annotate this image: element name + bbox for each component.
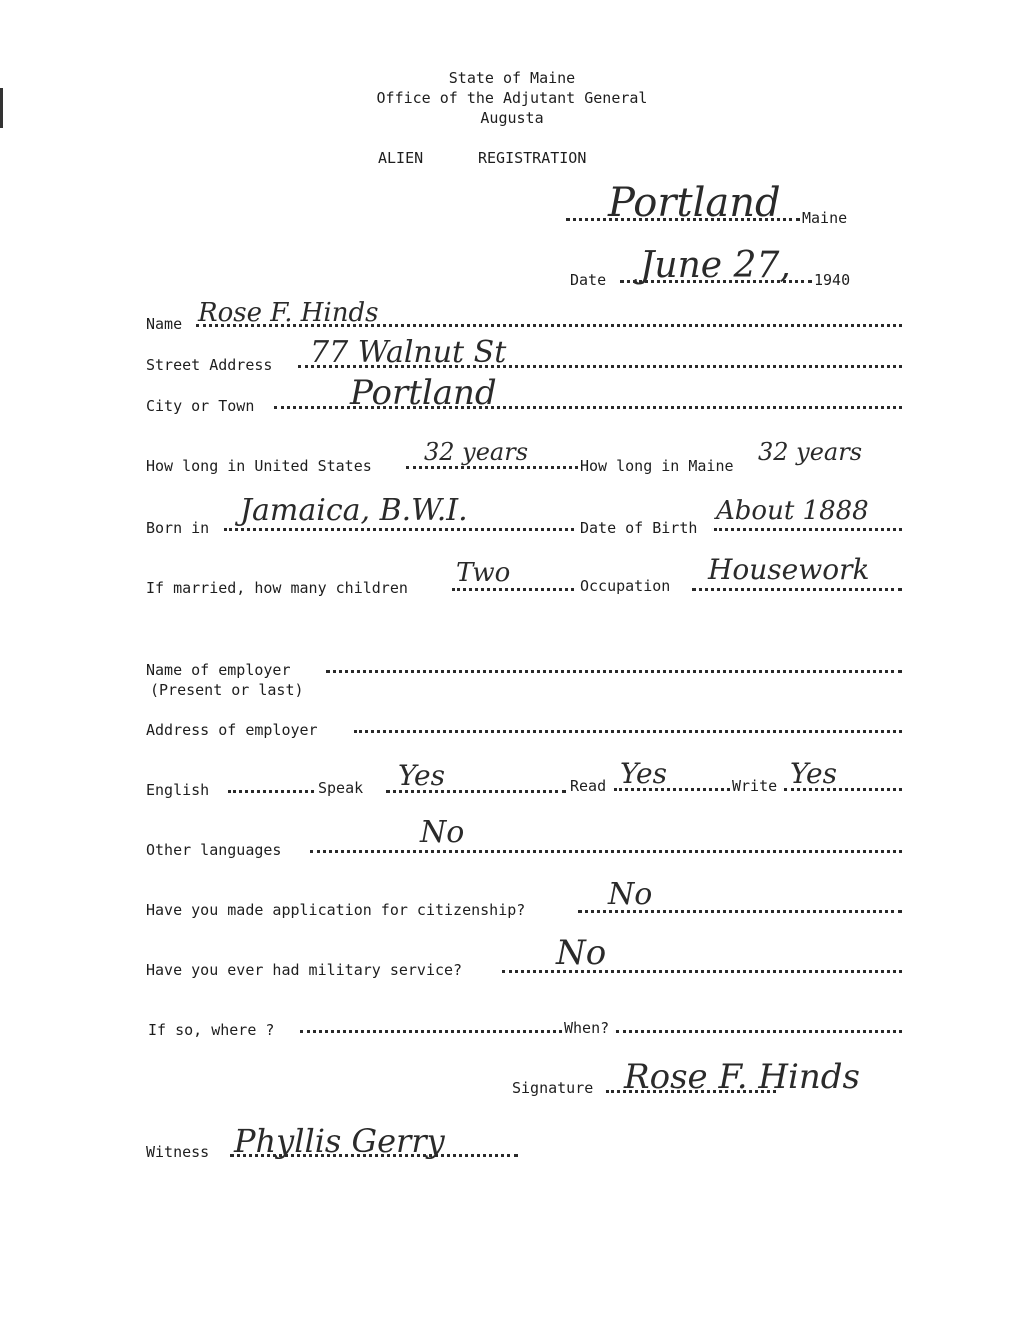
header-city: Augusta xyxy=(480,109,544,127)
signature-label: Signature xyxy=(512,1079,594,1097)
date-label: Date xyxy=(570,271,607,289)
employer-sublabel: (Present or last) xyxy=(150,681,304,699)
employer-label: Name of employer xyxy=(146,661,291,679)
military-handwritten: No xyxy=(556,933,607,973)
occupation-dots xyxy=(692,588,902,591)
where-label: If so, where ? xyxy=(148,1021,275,1039)
speak-label: Speak xyxy=(318,779,364,797)
dob-handwritten: About 1888 xyxy=(716,496,869,526)
occupation-handwritten: Housework xyxy=(708,553,870,586)
military-label: Have you ever had military service? xyxy=(146,961,463,979)
street-handwritten: 77 Walnut St xyxy=(310,335,507,370)
born-dots xyxy=(224,528,574,531)
form-title-registration: REGISTRATION xyxy=(478,149,587,167)
city-label: City or Town xyxy=(146,397,255,415)
when-label: When? xyxy=(564,1019,610,1037)
where-dots xyxy=(300,1030,562,1033)
us-years-label: How long in United States xyxy=(146,457,372,475)
signature-image xyxy=(620,1048,920,1098)
street-label: Street Address xyxy=(146,356,273,374)
other-languages-dots xyxy=(310,850,902,853)
employer-dots xyxy=(326,670,902,673)
children-dots xyxy=(452,588,574,591)
header-state: State of Maine xyxy=(448,69,576,87)
maine-years-handwritten: 32 years xyxy=(758,438,863,466)
dob-label: Date of Birth xyxy=(580,519,698,537)
citizenship-label: Have you made application for citizenship? xyxy=(146,901,526,919)
date-handwritten: June 27, xyxy=(640,245,791,286)
born-handwritten: Jamaica, B.W.I. xyxy=(240,493,468,528)
maine-years-label: How long in Maine xyxy=(580,457,734,475)
english-dots xyxy=(228,790,314,793)
read-label: Read xyxy=(570,777,607,795)
dob-dots xyxy=(714,528,902,531)
children-label: If married, how many children xyxy=(146,579,408,597)
english-label: English xyxy=(146,781,210,799)
other-languages-label: Other languages xyxy=(146,841,282,859)
when-dots xyxy=(616,1030,902,1033)
us-years-dots xyxy=(406,466,578,469)
occupation-label: Occupation xyxy=(580,577,671,595)
name-handwritten: Rose F. Hinds xyxy=(198,298,379,328)
svg-text:Phyllis Gerry: Phyllis Gerry xyxy=(234,1122,445,1160)
write-handwritten: Yes xyxy=(790,757,837,790)
children-handwritten: Two xyxy=(456,558,511,588)
witness-signature-image xyxy=(232,1112,512,1164)
place-state: Maine xyxy=(802,209,848,227)
born-label: Born in xyxy=(146,519,210,537)
date-year: 1940 xyxy=(814,271,851,289)
write-label: Write xyxy=(732,777,778,795)
place-city-handwritten: Portland xyxy=(608,180,781,226)
header-office: Office of the Adjutant General xyxy=(376,89,648,107)
svg-text:Rose F. Hinds: Rose F. Hinds xyxy=(624,1057,860,1097)
other-languages-handwritten: No xyxy=(420,815,465,850)
witness-label: Witness xyxy=(146,1143,210,1161)
read-handwritten: Yes xyxy=(620,757,667,790)
us-years-handwritten: 32 years xyxy=(424,438,529,466)
citizenship-handwritten: No xyxy=(608,877,653,912)
employer-address-dots xyxy=(354,730,902,733)
speak-handwritten: Yes xyxy=(398,759,445,792)
form-title-alien: ALIEN xyxy=(378,149,424,167)
name-label: Name xyxy=(146,315,183,333)
employer-address-label: Address of employer xyxy=(146,721,318,739)
city-handwritten: Portland xyxy=(350,373,497,413)
